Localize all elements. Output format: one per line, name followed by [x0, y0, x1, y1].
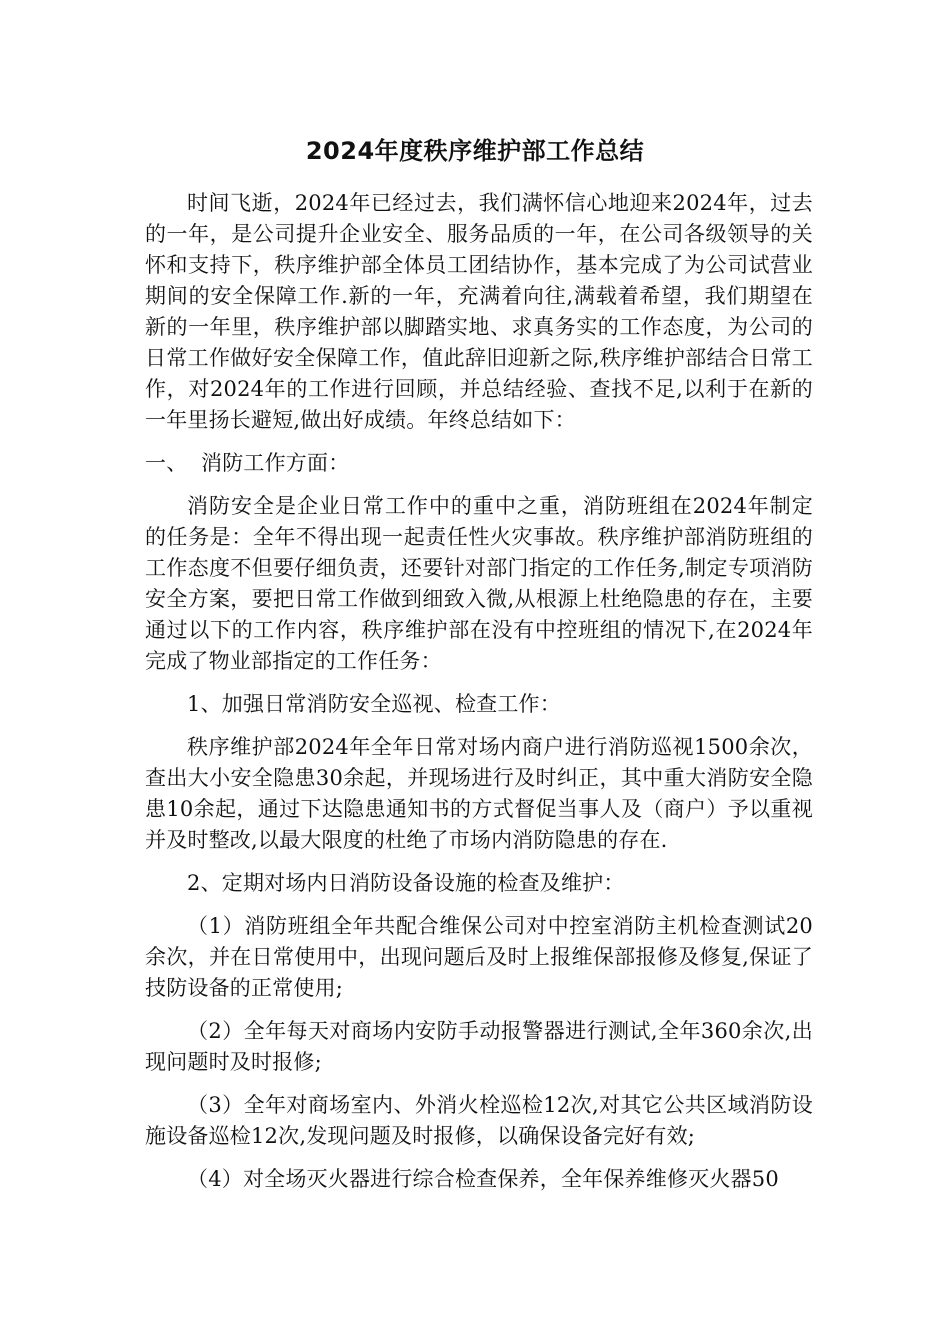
section-number: 一、 [145, 451, 188, 475]
sub-item-1: （1）消防班组全年共配合维保公司对中控室消防主机检查测试20余次，并在日常使用中，出现问题后及时上报维保部报修及修复,保证了技防设备的正常使用; [145, 914, 813, 1000]
section-title: 消防工作方面： [201, 451, 350, 475]
item-heading-1: 1、加强日常消防安全巡视、检查工作： [187, 692, 561, 716]
sub-item-4: （4）对全场灭火器进行综合检查保养，全年保养维修灭火器50 [187, 1167, 779, 1191]
section-heading [145, 448, 813, 479]
item-paragraph-1: 秩序维护部2024年全年日常对场内商户进行消防巡视1500余次，查出大小安全隐患30余起，并现场进行及时纠正，其中重大消防安全隐患10余起，通过下达隐患通知书的方式督促当事人及（商户）予以重视并及时整改,以最大限度的杜绝了市场内消防隐患的存在. [145, 735, 813, 852]
sub-item-2: （2）全年每天对商场内安防手动报警器进行测试,全年360余次,出现问题时及时报修; [145, 1019, 813, 1074]
item-heading-2: 2、定期对场内日消防设备设施的检查及维护： [187, 871, 625, 895]
document-body [145, 188, 813, 1207]
document-title: 2024年度秩序维护部工作总结 [305, 137, 645, 165]
section-intro-paragraph: 消防安全是企业日常工作中的重中之重，消防班组在2024年制定的任务是：全年不得出现一起责任性火灾事故。秩序维护部消防班组的工作态度不但要仔细负责，还要针对部门指定的工作任务,制定专项消防安全方案，要把日常工作做到细致入微,从根源上杜绝隐患的存在，主要通过以下的工作内容，秩序维护部在没有中控班组的情况下,在2024年完成了物业部指定的工作任务： [145, 494, 813, 673]
intro-paragraph: 时间飞逝，2024年已经过去，我们满怀信心地迎来2024年，过去的一年，是公司提升企业安全、服务品质的一年，在公司各级领导的关怀和支持下，秩序维护部全体员工团结协作，基本完成了为公司试营业期间的安全保障工作.新的一年，充满着向往,满载着希望，我们期望在新的一年里，秩序维护部以脚踏实地、求真务实的工作态度，为公司的日常工作做好安全保障工作，值此辞旧迎新之际,秩序维护部结合日常工作，对2024年的工作进行回顾，并总结经验、查找不足,以利于在新的一年里扬长避短,做出好成绩。年终总结如下： [145, 191, 813, 432]
sub-item-3: （3）全年对商场室内、外消火栓巡检12次,对其它公共区域消防设施设备巡检12次,发现问题及时报修，以确保设备完好有效; [145, 1093, 813, 1148]
